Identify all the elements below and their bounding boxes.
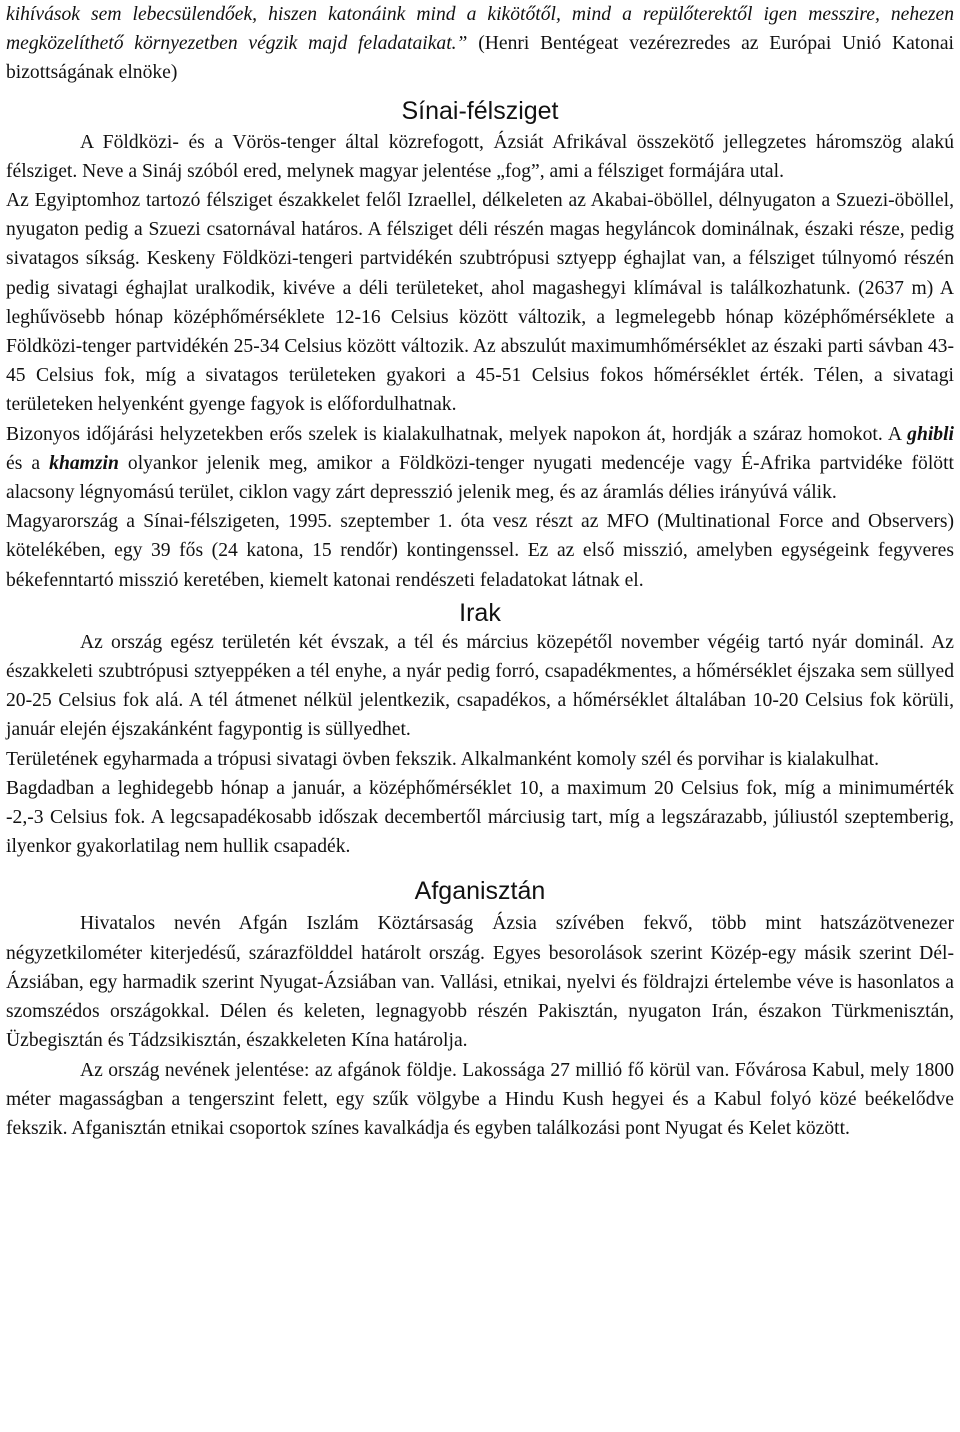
document-page xyxy=(6,0,954,1143)
intro-quote-paragraph xyxy=(6,0,954,88)
irak-paragraph-1: Az ország egész területén két évszak, a tél és március közepétől november végéig tartó nyár dominál. Az északkeleti szubtrópusi sztyeppéken a tél enyhe, a nyár pedig forró, csapadékmentes, a hőmérséklet éjszaka sem süllyed 20-25 Celsius fok alá. A tél átmenet nélkül jelentkezik, csapadékos, a hőmérséklet általában 10-20 Celsius fok körüli, január elején éjszakánként fagypontig is süllyedhet. xyxy=(6,631,954,741)
sinai-p3-mid: és a xyxy=(6,452,50,474)
sinai-paragraph-2: Az Egyiptomhoz tartozó félsziget északkelet felől Izraellel, délkeleten az Akabai-öböllel, délnyugaton a Szuezi-öböllel, nyugaton pedig a Szuezi csatornával határos. A félsziget déli részén magas hegyláncok dominálnak, északi része, pedig sivatagos síkság. Keskeny Földközi-tengeri partvidékén szubtrópusi sztyepp éghajlat van, a félsziget túlnyomó részén pedig sivatagi éghajlat uralkodik, kivéve a déli területeket, ahol magashegyi klímával is találkozhatunk. (2637 m) A leghűvösebb hónap középhőmérséklete 12-16 Celsius között változik, a legmelegebb hónap középhőmérséklete a Földközi-tenger partvidékén 25-34 Celsius között változik. Az abszulút maximumhőmérséklet az északi parti sávban 43-45 Celsius fok, míg a sivatagos területeken gyakori a 45-51 Celsius fokos hőmérséklet érték. Télen, a sivatagi területeken helyenként gyenge fagyok is előfordulhatnak. xyxy=(6,190,954,416)
term-khamzin: khamzin xyxy=(49,452,119,474)
afganisztan-paragraph-1: Hivatalos nevén Afgán Iszlám Köztársaság Ázsia szívében fekvő, több mint hatszázötvenezer négyzetkilométer kiterjedésű, szárazfölddel határolt ország. Egyes besorolások szerint Közép-egy másik szerint Dél-Ázsiában, egy harmadik szerint Nyugat-Ázsiában van. Vallási, etnikai, nyelvi és földrajzi értelembe véve is hasonlatos a szomszédos országokkal. Délen és keleten, legnagyobb részén Pakisztán, nyugaton Irán, északon Türkmenisztán, Üzbegisztán és Tádzsikisztán, északkeleten Kína határolja. xyxy=(6,913,954,1052)
section-heading-afganisztan: Afganisztán xyxy=(414,877,546,906)
intro-attribution: (Henri Bentégeat vezérezredes az Európai Unió Katonai bizottságának elnöke) xyxy=(6,33,954,84)
sinai-paragraph-1: A Földközi- és a Vörös-tenger által közrefogott, Ázsiát Afrikával összekötő jellegzetes háromszög alakú félsziget. Neve a Sináj szóból ered, melynek magyar jelentése „fog”, ami a félsziget formájára utal. xyxy=(6,131,954,182)
sinai-paragraph-3 xyxy=(6,420,954,508)
sinai-paragraph-4: Magyarország a Sínai-félszigeten, 1995. szeptember 1. óta vesz részt az MFO (Multinational Force and Observers) kötelékében, egy 39 fős (24 katona, 15 rendőr) kontingenssel. Ez az első misszió, amelyben egységeink fegyveres békefenntartó misszió keretében, kiemelt katonai rendészeti feladatokat látnak el. xyxy=(6,511,954,591)
irak-paragraph-3: Bagdadban a leghidegebb hónap a január, a középhőmérséklet 10, a maximum 20 Celsius fok, míg a minimumérték -2,-3 Celsius fok. A legcsapadékosabb időszak decembertől márciusig tart, míg a legszárazabb, júliustól szeptemberig, ilyenkor gyakorlatilag nem hullik csapadék. xyxy=(6,777,954,858)
section-heading-irak: Irak xyxy=(459,598,501,627)
term-ghibli: ghibli xyxy=(907,423,954,445)
intro-quote-text: kihívások sem lebecsülendőek, hiszen katonáink mind a kikötőtől, mind a repülőterektől igen messzire, nehezen megközelíthető környezetben végzik majd feladataikat.” xyxy=(6,4,954,55)
sinai-p3-end: olyankor jelenik meg, amikor a Földközi-tenger nyugati medencéje vagy É-Afrika partvidéke fölött alacsony légnyomású terület, ciklon vagy zárt depresszió jelenik meg, és az áramlás délies irányúvá válik. xyxy=(6,452,954,504)
section-heading-sinai: Sínai-félsziget xyxy=(401,96,559,125)
irak-paragraph-2: Területének egyharmada a trópusi sivatagi övben fekszik. Alkalmanként komoly szél és porvihar is kialakulhat. xyxy=(6,748,880,770)
afganisztan-paragraph-2: Az ország nevének jelentése: az afgánok földje. Lakossága 27 millió fő körül van. Fővárosa Kabul, mely 1800 méter magasságban a tengerszint felett, egy szűk völgybe a Hindu Kush hegyei és a Kabul folyó közé beékelődve fekszik. Afganisztán etnikai csoportok színes kavalkádja és egyben találkozási pont Nyugat és Kelet között. xyxy=(6,1059,954,1139)
sinai-p3-start: Bizonyos időjárási helyzetekben erős szelek is kialakulhatnak, melyek napokon át, hordják a száraz homokot. A xyxy=(6,423,908,445)
